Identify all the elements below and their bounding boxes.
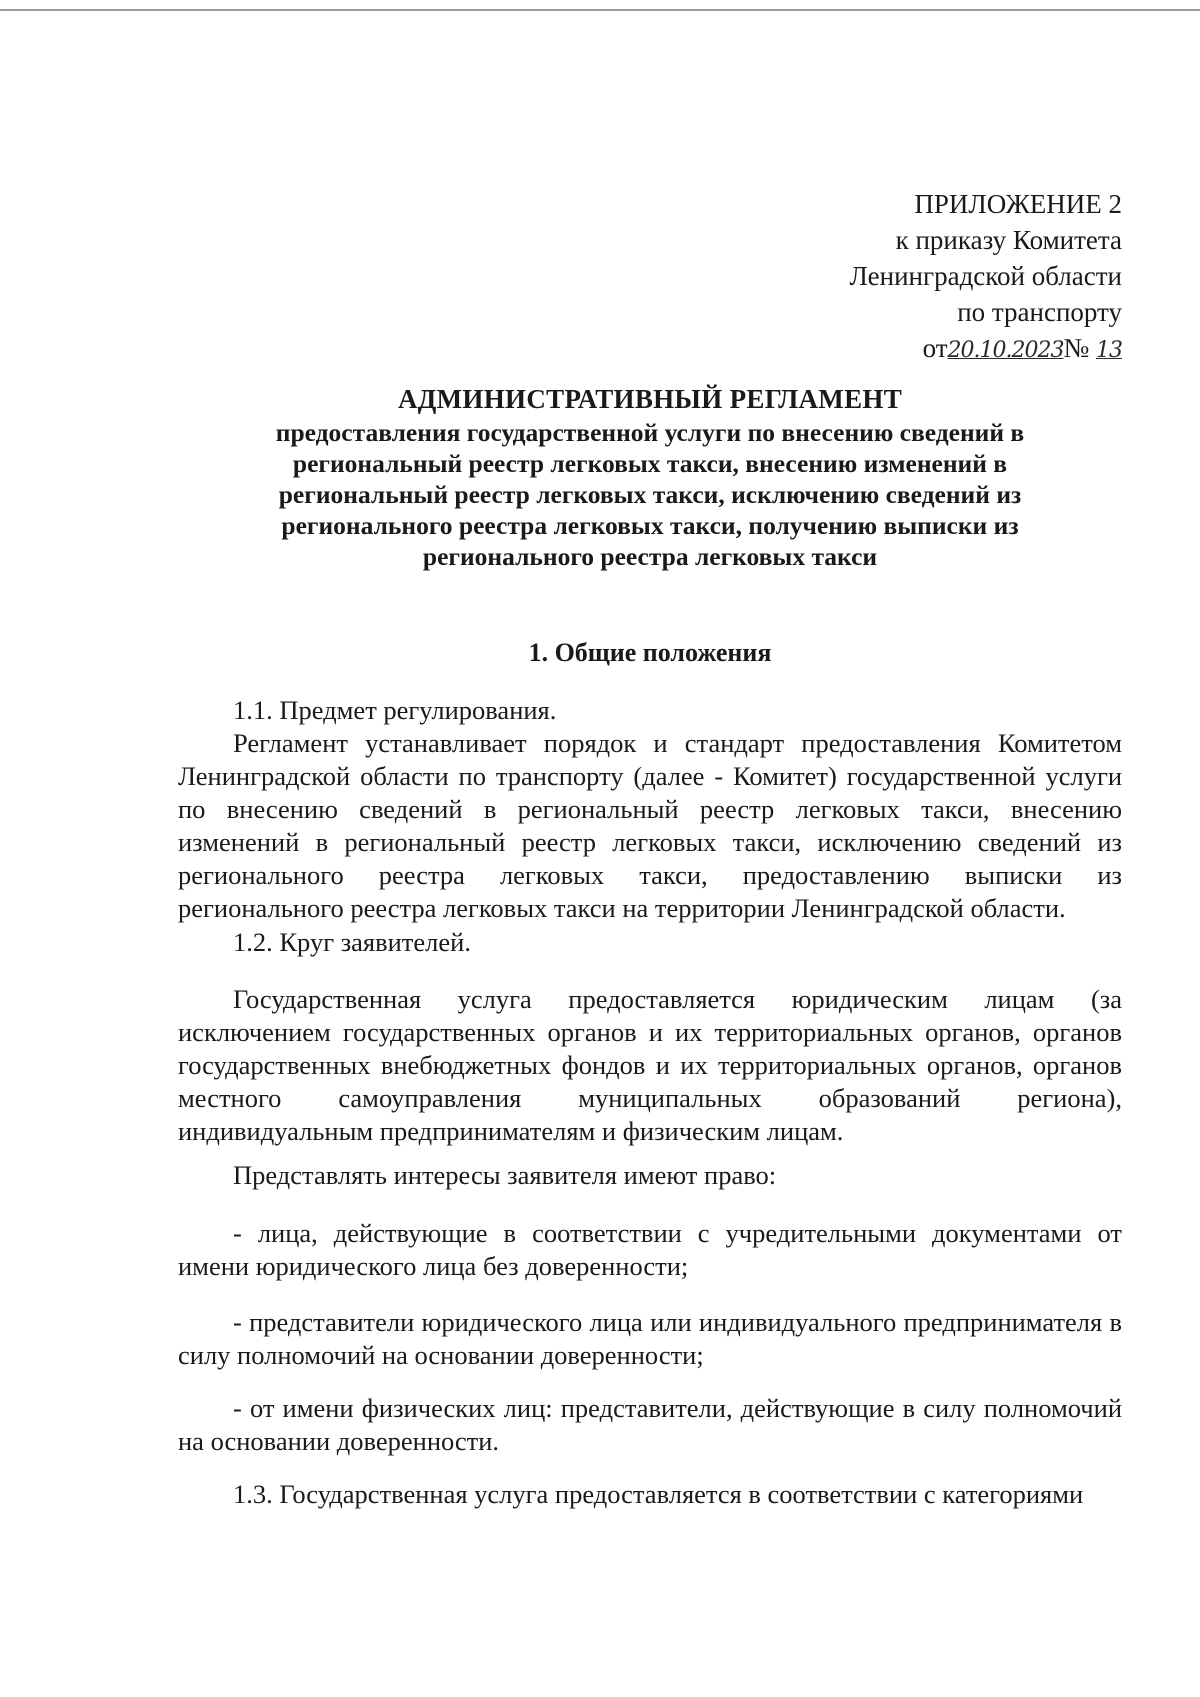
paragraph-1-2-title: 1.2. Круг заявителей. [233, 927, 471, 957]
annex-order-line: к приказу Комитета [895, 225, 1122, 255]
paragraph-1-3-block [178, 1478, 1122, 1511]
annex-number-label: № [1063, 333, 1090, 363]
paragraph-1-1-text: Регламент устанавливает порядок и стандарт предоставления Комитетом Ленинградской области по транспорту (далее - Комитет) государственной услуги по внесению сведений в региональный реестр легковых такси, внесению изменений в региональный реестр легковых такси, исключению сведений из регионального реестра легковых такси, предоставлению выписки из регионального реестра легковых такси на территории Ленинградской области. [178, 728, 1122, 923]
document-subtitle-line-3: региональный реестр легковых такси, исключению сведений из [278, 480, 1022, 509]
paragraph-1-2 [178, 983, 1122, 1148]
list-item-1-block [178, 1217, 1122, 1283]
paragraph-1-1 [178, 694, 1122, 925]
representatives-intro-block [178, 1159, 1122, 1192]
annex-header [850, 186, 1122, 369]
paragraph-1-2-text: Государственная услуга предоставляется юридическим лицам (за исключением государственных органов и их территориальных органов, органов государственных внебюджетных фондов и их территориальных органов, органов местного самоуправления муниципальных образований региона), индивидуальным предпринимателям и физическим лицам. [178, 984, 1122, 1146]
list-item-2-block [178, 1306, 1122, 1372]
document-title: АДМИНИСТРАТИВНЫЙ РЕГЛАМЕНТ [397, 384, 903, 414]
document-subtitle-line-5: регионального реестра легковых такси [422, 542, 878, 571]
document-subtitle-line-4: регионального реестра легковых такси, получению выписки из [281, 511, 1019, 540]
list-item: - от имени физических лиц: представители, действующие в силу полномочий на основании доверенности. [178, 1393, 1122, 1456]
scan-top-edge [0, 9, 1200, 11]
representatives-intro: Представлять интересы заявителя имеют право: [233, 1160, 777, 1190]
document-subtitle-line-1: предоставления государственной услуги по внесению сведений в [275, 418, 1025, 447]
list-item: - лица, действующие в соответствии с учредительными документами от имени юридического лица без доверенности; [178, 1218, 1122, 1281]
paragraph-1-1-title: 1.1. Предмет регулирования. [233, 695, 557, 725]
annex-transport-line: по транспорту [957, 297, 1122, 327]
annex-date-number-line [850, 330, 1122, 369]
annex-region-line: Ленинградской области [849, 261, 1122, 291]
document-subtitle-line-2: региональный реестр легковых такси, внесению изменений в [292, 449, 1008, 478]
list-item: - представители юридического лица или индивидуального предпринимателя в силу полномочий на основании доверенности; [178, 1307, 1122, 1370]
paragraph-1-3-text: 1.3. Государственная услуга предоставляется в соответствии с категориями [233, 1479, 1084, 1509]
annex-handwritten-number: 13 [1096, 338, 1122, 363]
annex-title: ПРИЛОЖЕНИЕ 2 [914, 189, 1122, 219]
list-item-3-block [178, 1392, 1122, 1458]
paragraph-1-2-title-block [178, 926, 1122, 959]
section-heading: 1. Общие положения [528, 638, 772, 667]
document-title-block [178, 384, 1122, 572]
annex-handwritten-date: 20.10.2023 [947, 338, 1064, 363]
annex-from-label: от [922, 333, 948, 363]
